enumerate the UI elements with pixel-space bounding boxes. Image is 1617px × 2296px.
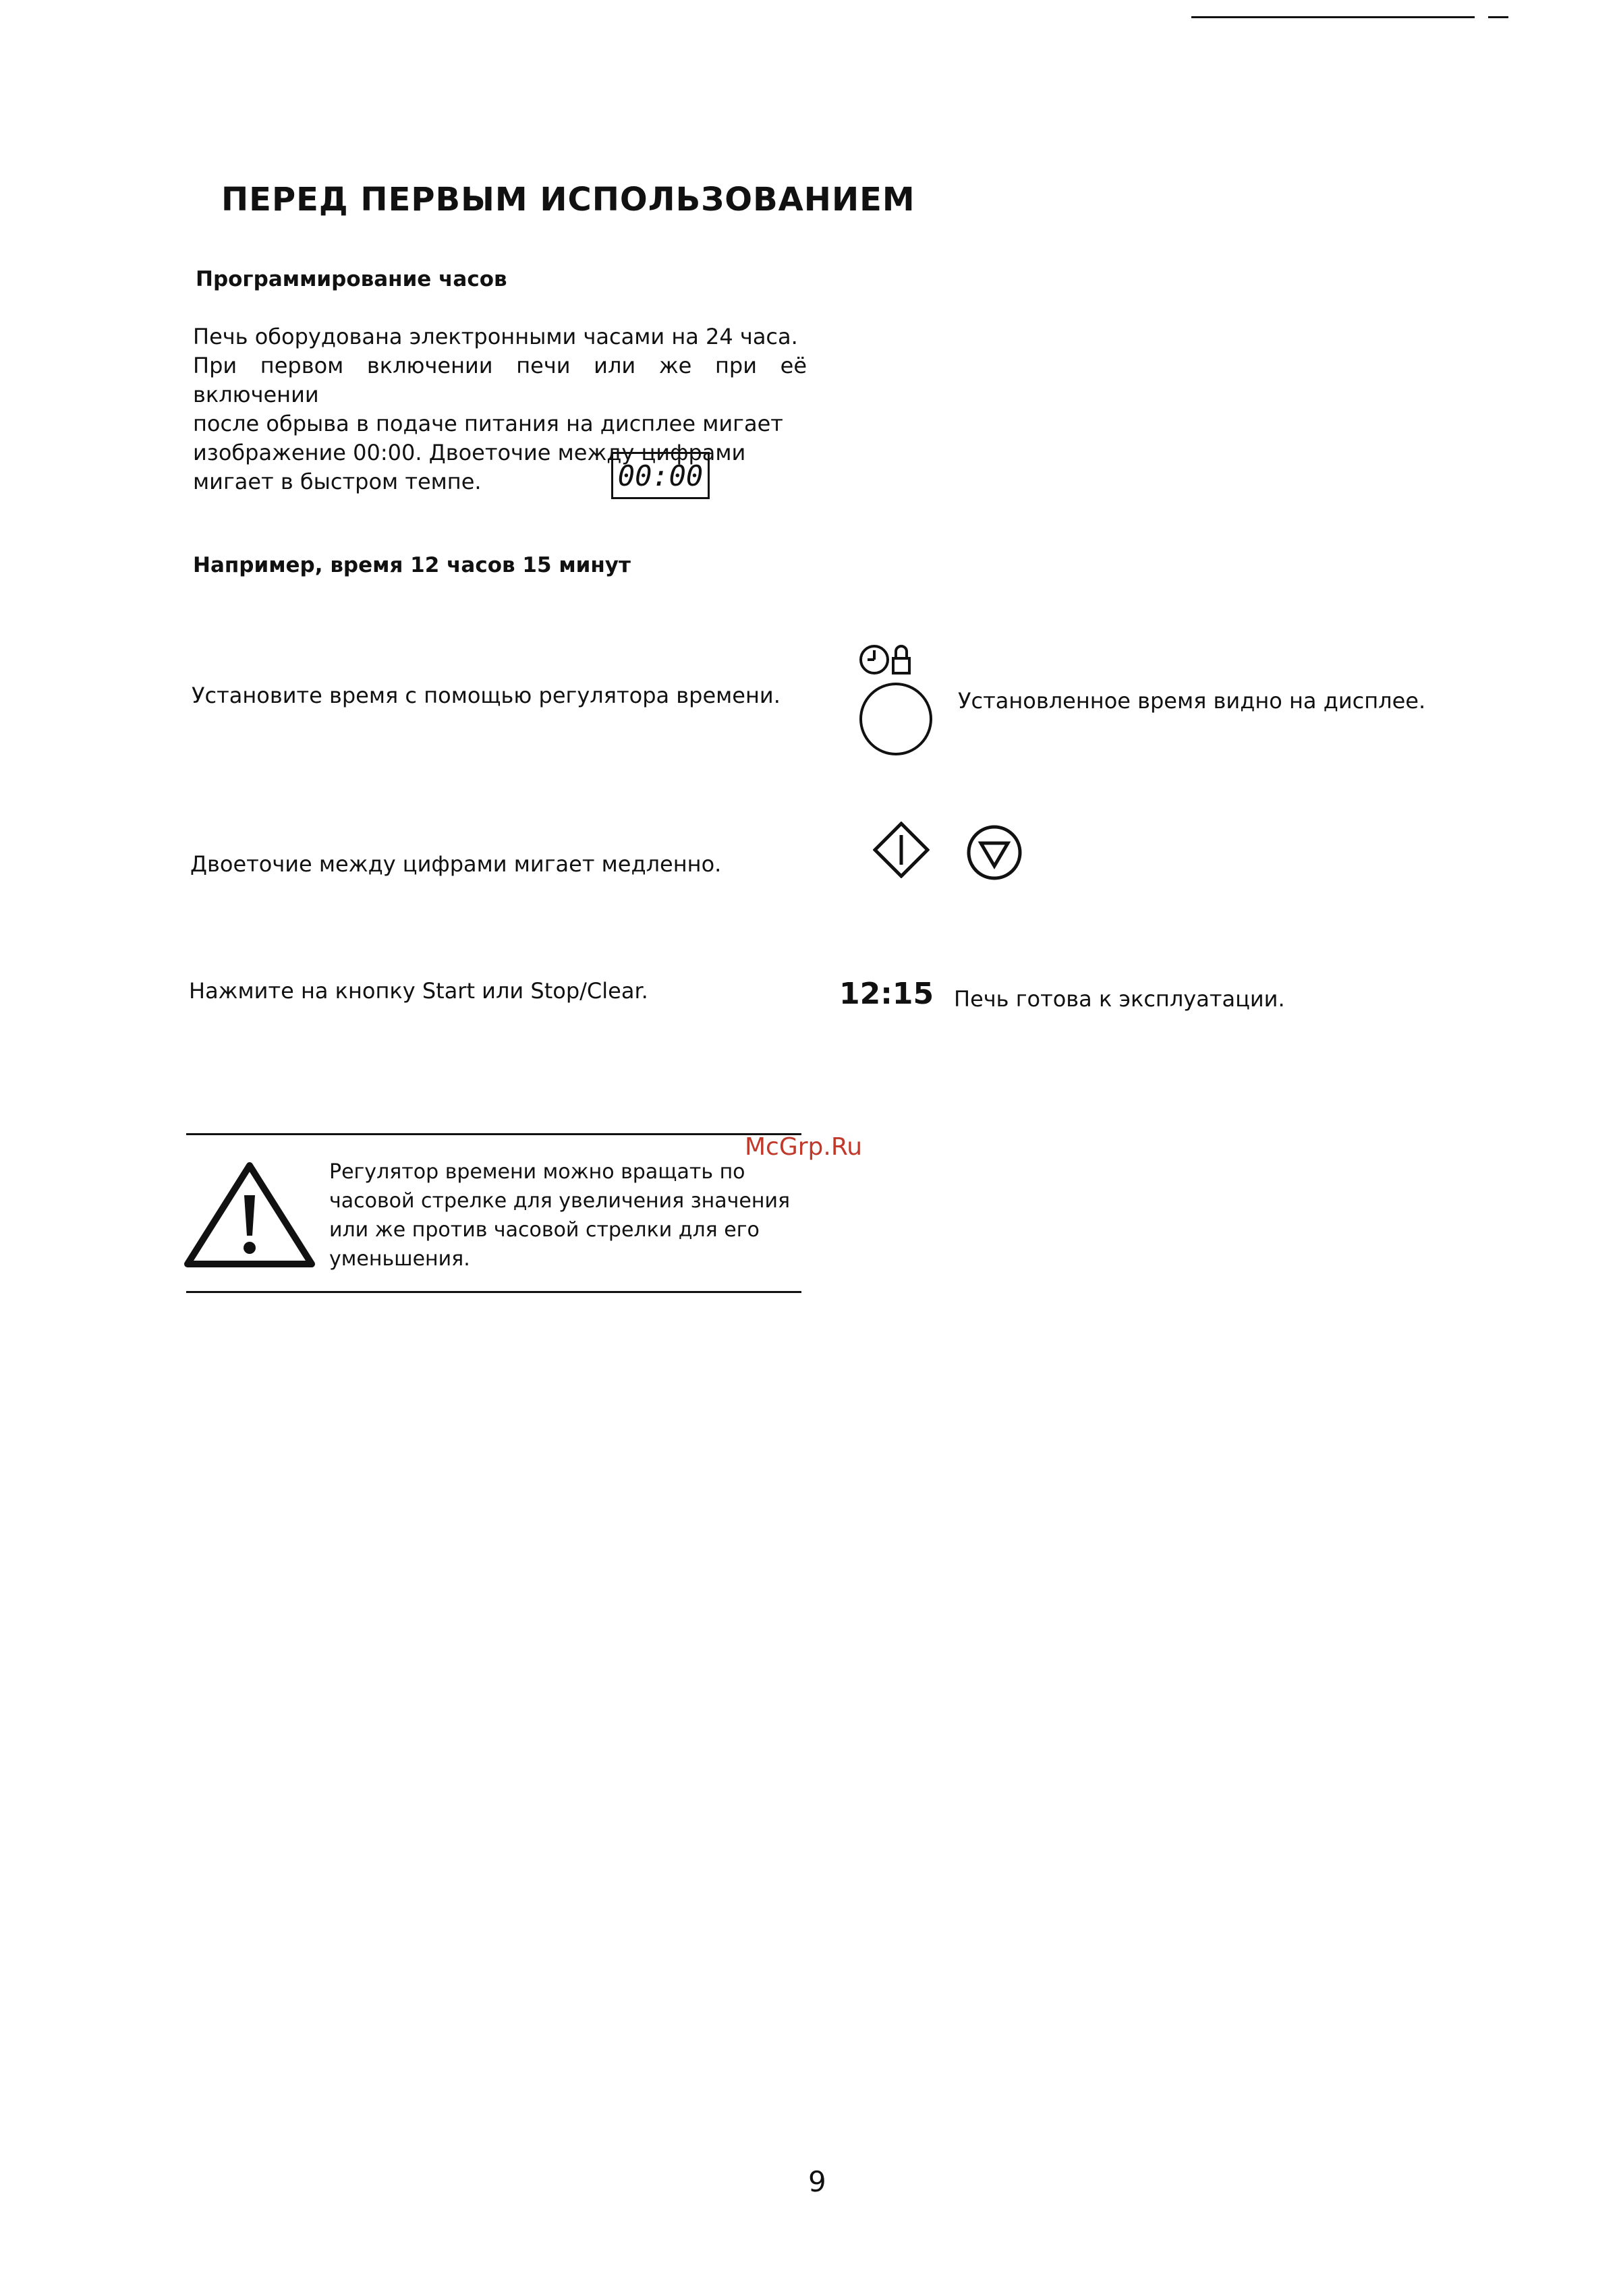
step-3-result: Печь готова к эксплуатации. <box>954 986 1285 1012</box>
warning-top-rule <box>186 1133 801 1135</box>
warning-bottom-rule <box>186 1291 801 1293</box>
intro-line: При первом включении печи или же при её включении <box>193 353 807 407</box>
section-heading: Программирование часов <box>196 267 507 291</box>
display-time: 12:15 <box>839 977 934 1011</box>
warning-line: уменьшения. <box>329 1247 470 1271</box>
time-control-icons <box>858 637 939 758</box>
step-2-instruction: Двоеточие между цифрами мигает медленно. <box>190 851 722 877</box>
intro-line: мигает в быстром темпе. <box>193 469 482 494</box>
page-number: 9 <box>808 2165 826 2198</box>
time-knob-icon[interactable] <box>861 684 931 754</box>
warning-line: Регулятор времени можно вращать по <box>329 1160 745 1184</box>
intro-paragraph <box>193 322 807 496</box>
step-3-instruction: Нажмите на кнопку Start или Stop/Clear. <box>189 978 648 1004</box>
intro-line: Печь оборудована электронными часами на 24 часа. <box>193 324 798 349</box>
step-1-result: Установленное время видно на дисплее. <box>958 688 1426 714</box>
lock-icon <box>893 646 909 673</box>
warning-line: или же против часовой стрелки для его <box>329 1218 760 1242</box>
clock-icon <box>861 646 888 673</box>
top-rule <box>1191 16 1475 18</box>
blinking-display: 00:00 <box>611 452 710 499</box>
stop-clear-button-icon[interactable] <box>966 824 1023 881</box>
watermark: McGrp.Ru <box>745 1133 863 1161</box>
warning-triangle-icon <box>183 1161 316 1268</box>
page-title: ПЕРЕД ПЕРВЫМ ИСПОЛЬЗОВАНИЕМ <box>221 181 915 219</box>
example-heading: Например, время 12 часов 15 минут <box>193 553 631 577</box>
warning-text <box>329 1157 801 1273</box>
step-1-instruction: Установите время с помощью регулятора времени. <box>192 683 781 708</box>
intro-line: после обрыва в подаче питания на дисплее мигает <box>193 411 783 436</box>
start-button-icon[interactable] <box>873 822 930 878</box>
top-rule-tail <box>1488 16 1508 18</box>
warning-line: часовой стрелке для увеличения значения <box>329 1189 791 1213</box>
intro-line: изображение 00:00. Двоеточие между цифрами <box>193 440 746 465</box>
